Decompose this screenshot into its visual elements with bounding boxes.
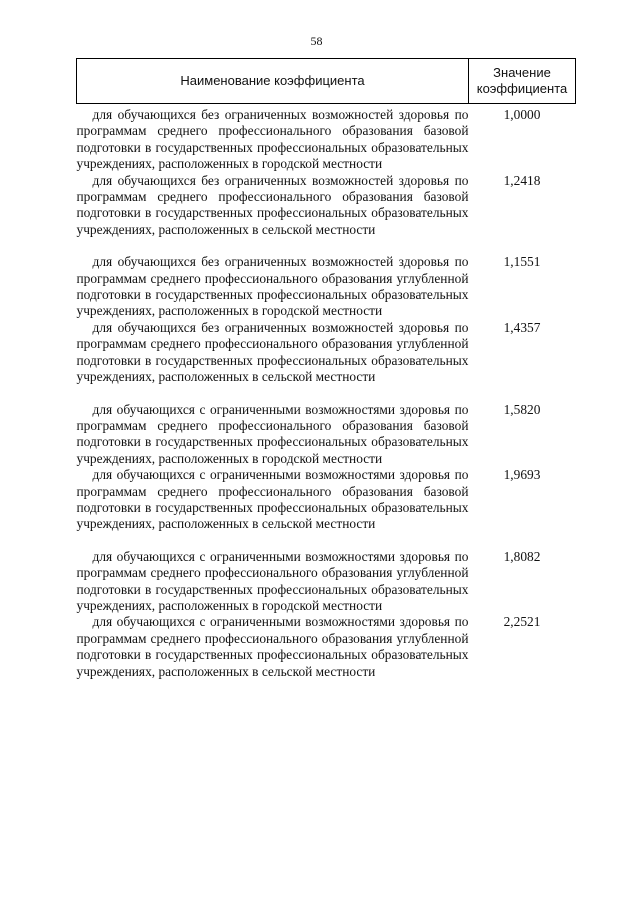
coefficient-value: 1,4357: [503, 319, 541, 335]
coefficient-value: 2,2521: [503, 614, 541, 630]
coefficient-value: 1,2418: [503, 172, 541, 188]
coefficient-value: 1,0000: [503, 107, 541, 122]
coefficient-description: для обучающихся без ограниченных возможностей здоровья по программам среднего профессионального образования углубленной подготовки в государственных профессиональных образовательных учреждениях, расположенных в городской местности: [76, 254, 469, 319]
coefficient-description: для обучающихся с ограниченными возможностями здоровья по программам среднего профессионального образования базовой подготовки в государственных профессиональных образовательных учреждениях, расположенных в сельской местности: [76, 467, 469, 532]
coefficient-description: для обучающихся с ограниченными возможностями здоровья по программам среднего профессионального образования углубленной подготовки в государственных профессиональных образовательных учреждениях, расположенных в сельской местности: [76, 614, 469, 679]
coefficient-description: для обучающихся с ограниченными возможностями здоровья по программам среднего профессионального образования углубленной подготовки в государственных профессиональных образовательных учреждениях, расположенных в городской местности: [76, 548, 469, 613]
table-header-row: [77, 59, 576, 104]
coefficient-value: 1,1551: [503, 254, 541, 270]
coefficient-value: 1,5820: [503, 401, 541, 417]
table-row: [77, 173, 576, 255]
header-coefficient-name: Наименование коэффициента: [77, 59, 469, 104]
table-row: [77, 614, 576, 680]
header-coefficient-value: Значение коэффициента: [469, 59, 576, 104]
table-row: [77, 402, 576, 468]
table-row: [77, 254, 576, 320]
coefficient-value: 1,8082: [503, 548, 541, 564]
coefficient-table: [76, 58, 576, 680]
coefficient-description: для обучающихся без ограниченных возможностей здоровья по программам среднего профессионального образования углубленной подготовки в государственных профессиональных образовательных учреждениях, расположенных в сельской местности: [76, 319, 469, 385]
table-row: [77, 467, 576, 549]
coefficient-description: для обучающихся без ограниченных возможностей здоровья по программам среднего профессионального образования базовой подготовки в государственных профессиональных образовательных учреждениях, расположенных в сельской местности: [76, 172, 469, 237]
table-row: [77, 320, 576, 402]
page-number: 58: [310, 34, 323, 48]
coefficient-value: 1,9693: [503, 467, 541, 483]
table-row: [77, 104, 576, 173]
coefficient-description: для обучающихся с ограниченными возможностями здоровья по программам среднего профессионального образования базовой подготовки в государственных профессиональных образовательных учреждениях, расположенных в городской местности: [76, 401, 469, 466]
coefficient-description: для обучающихся без ограниченных возможностей здоровья по программам среднего профессионального образования базовой подготовки в государственных профессиональных образовательных учреждениях, расположенных в городской местности: [76, 107, 469, 172]
table-row: [77, 549, 576, 615]
